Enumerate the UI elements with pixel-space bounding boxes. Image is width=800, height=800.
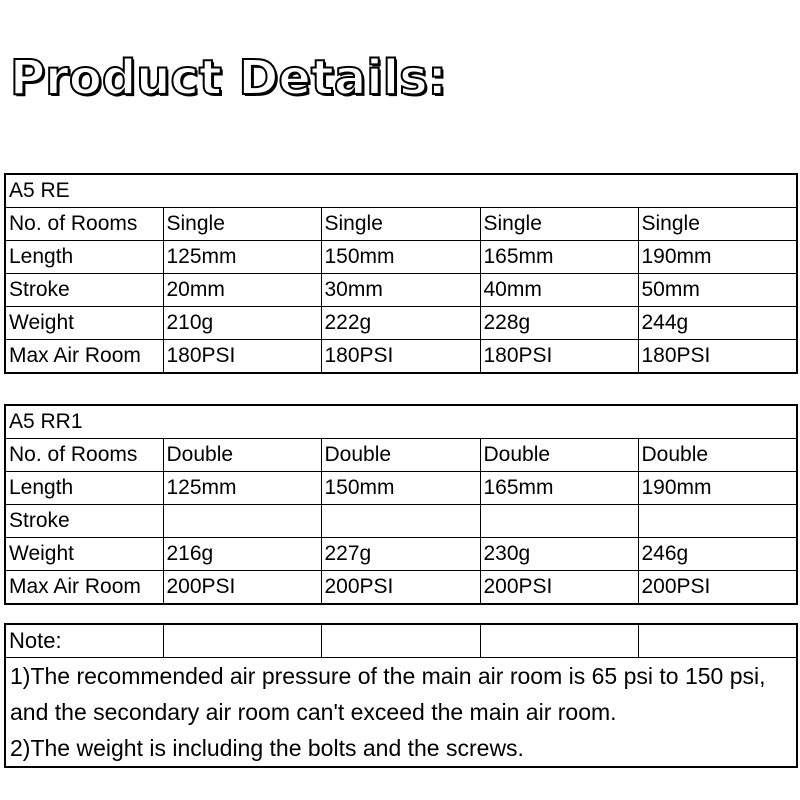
row-label: Weight [5, 307, 163, 340]
table-cell: 125mm [163, 241, 321, 274]
table-cell: 190mm [638, 472, 797, 505]
table-cell: Double [638, 439, 797, 472]
table-cell [163, 505, 321, 538]
table-cell: 125mm [163, 472, 321, 505]
table-cell: 150mm [321, 241, 480, 274]
table-cell: Single [163, 208, 321, 241]
table-cell [638, 505, 797, 538]
table-cell: 230g [480, 538, 638, 571]
model-name: A5 RE [5, 174, 797, 208]
table-row [5, 439, 797, 472]
table-cell: 210g [163, 307, 321, 340]
table-row [5, 241, 797, 274]
table-cell: 180PSI [638, 340, 797, 374]
table-cell: 200PSI [480, 571, 638, 605]
row-label: No. of Rooms [5, 439, 163, 472]
table-cell [480, 505, 638, 538]
table-cell: 30mm [321, 274, 480, 307]
table-cell: 180PSI [480, 340, 638, 374]
note-body [5, 658, 797, 768]
table-cell: 200PSI [638, 571, 797, 605]
table-cell: 227g [321, 538, 480, 571]
table-cell [480, 624, 638, 658]
table-row [5, 538, 797, 571]
table-cell: 50mm [638, 274, 797, 307]
table-cell: 180PSI [163, 340, 321, 374]
table-cell: Double [480, 439, 638, 472]
table-cell: 216g [163, 538, 321, 571]
table-cell: Double [321, 439, 480, 472]
note-line: 1)The recommended air pressure of the main air room is 65 psi to 150 psi, and the secondary air room can't exceed the main air room. [10, 663, 766, 725]
table-cell: 40mm [480, 274, 638, 307]
spec-table-a5-re [4, 173, 798, 374]
table-cell: Single [321, 208, 480, 241]
model-name: A5 RR1 [5, 405, 797, 439]
table-cell: 244g [638, 307, 797, 340]
row-label: No. of Rooms [5, 208, 163, 241]
table-cell: Single [638, 208, 797, 241]
table-cell: 180PSI [321, 340, 480, 374]
table-cell [638, 624, 797, 658]
table-cell: Double [163, 439, 321, 472]
page-title: Product Details: [10, 50, 447, 106]
table-row [5, 505, 797, 538]
table-row [5, 571, 797, 605]
table-cell: 228g [480, 307, 638, 340]
table-cell: 165mm [480, 472, 638, 505]
row-label: Stroke [5, 505, 163, 538]
table-row [5, 208, 797, 241]
table-cell: 222g [321, 307, 480, 340]
table-cell: 190mm [638, 241, 797, 274]
table-row [5, 274, 797, 307]
table-cell: 246g [638, 538, 797, 571]
table-row [5, 340, 797, 374]
row-label: Length [5, 241, 163, 274]
table-cell: 150mm [321, 472, 480, 505]
note-table [4, 623, 798, 768]
note-label: Note: [5, 624, 163, 658]
row-label: Stroke [5, 274, 163, 307]
note-line: 2)The weight is including the bolts and the screws. [10, 735, 524, 761]
table-cell [321, 624, 480, 658]
table-cell: 20mm [163, 274, 321, 307]
table-cell: 200PSI [321, 571, 480, 605]
table-cell [163, 624, 321, 658]
row-label: Max Air Room [5, 571, 163, 605]
table-cell [321, 505, 480, 538]
row-label: Weight [5, 538, 163, 571]
table-cell: Single [480, 208, 638, 241]
spec-table-a5-rr1 [4, 404, 798, 605]
table-row [5, 472, 797, 505]
row-label: Length [5, 472, 163, 505]
table-cell: 165mm [480, 241, 638, 274]
table-cell: 200PSI [163, 571, 321, 605]
table-row [5, 307, 797, 340]
row-label: Max Air Room [5, 340, 163, 374]
